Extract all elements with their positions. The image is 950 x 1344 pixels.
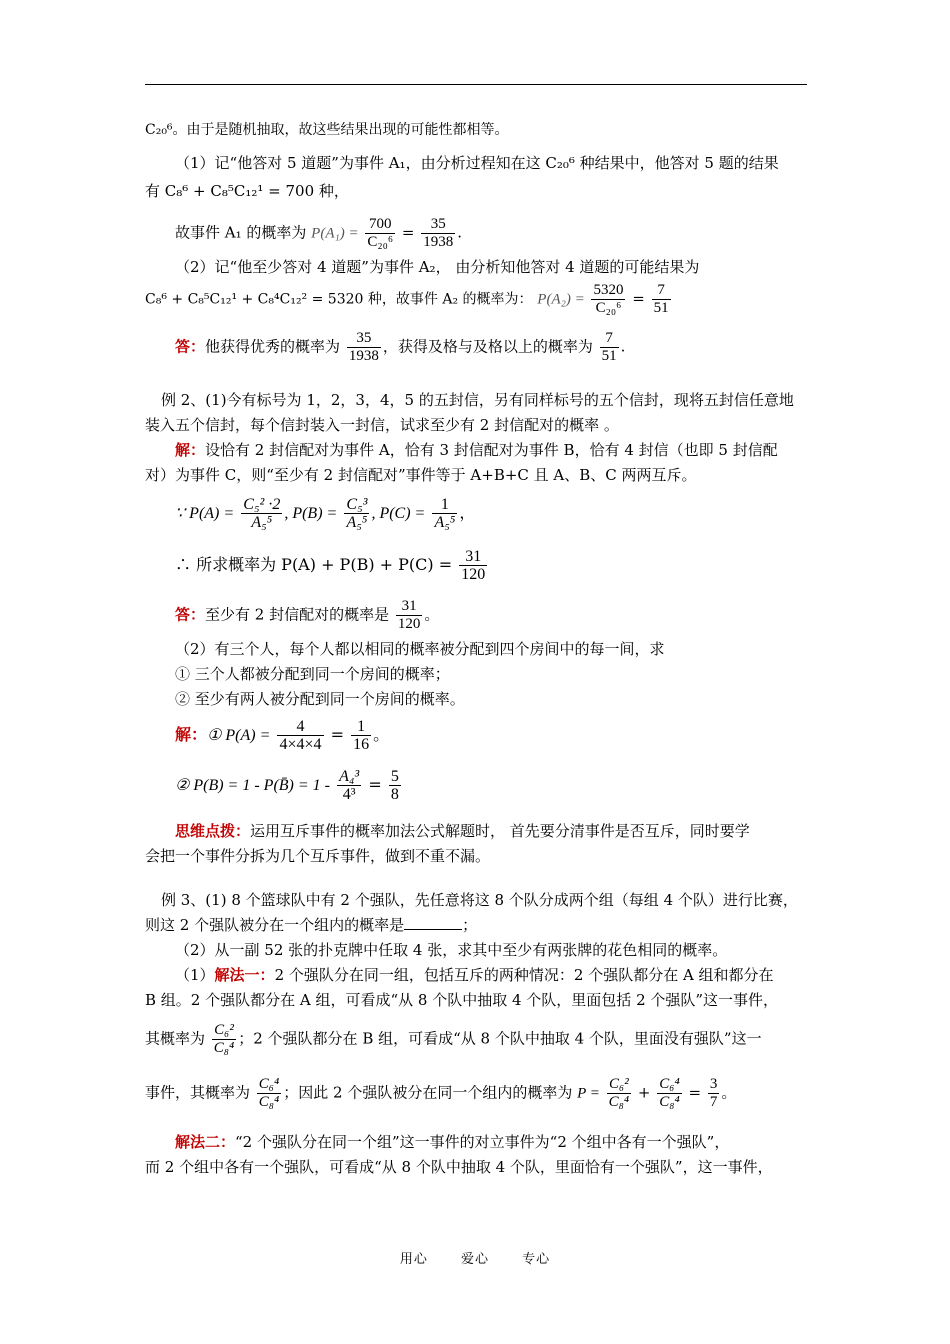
page-footer xyxy=(0,1248,950,1267)
fraction: $\frac{700}{\text{C₂₀⁶}}$ xyxy=(367,216,394,250)
formula-line: ∴ 所求概率为 P(A) + P(B) + P(C) = $\frac{31}{120}$ xyxy=(175,548,486,583)
text-line: （1）记“他答对 5 道题”为事件 A₁，由分析过程知在这 C₂₀⁶ 种结果中，他答对 5 题的结果 xyxy=(175,154,779,172)
text-line: 解法二：“2 个强队分在同一个组”这一事件的对立事件为“2 个组中各有一个强队”， xyxy=(175,1133,730,1151)
text-line: （2）有三个人，每个人都以相同的概率被分配到四个房间中的每一间，求 xyxy=(175,640,665,658)
fraction: $\frac{1}{16}$ xyxy=(353,718,370,753)
fraction: $\frac{\text{C₆⁴}}{\text{C₈⁴}}$ xyxy=(659,1076,680,1110)
text-line: 例 3、(1) 8 个篮球队中有 2 个强队，先任意将这 8 个队分成两个组（每组 4 个队）进行比赛， xyxy=(161,891,798,909)
fraction: $\frac{\text{C₆⁴}}{\text{C₈⁴}}$ xyxy=(258,1076,280,1110)
fraction: $\frac{31}{120}$ xyxy=(397,598,421,632)
fraction: $\frac{35}{1938}$ xyxy=(348,330,379,364)
text-line: 思维点拨：运用互斥事件的概率加法公式解题时， 首先要分清事件是否互斥，同时要学 xyxy=(175,822,750,840)
fraction: $\frac{\text{C₆²}}{\text{C₈⁴}}$ xyxy=(608,1076,630,1110)
text-line: 对）为事件 C，则“至少有 2 封信配对”事件等于 A+B+C 且 A、B、C 两两互斥。 xyxy=(145,466,697,484)
text-line: 例 2、(1)今有标号为 1，2，3，4，5 的五封信，另有同样标号的五个信封，现将五封信任意地 xyxy=(161,391,794,409)
formula-line: C₈⁶ + C₈⁵C₁₂¹ + C₈⁴C₁₂² = 5320 种，故事件 A₂ 的概率为： P(A₂) = $\frac{5320}{\text{C₂₀⁶}}$ = $\frac{7}{51}$ xyxy=(145,282,669,316)
fraction: $\frac{4}{4\times 4\times 4}$ xyxy=(279,718,322,753)
fraction: $\frac{7}{51}$ xyxy=(653,282,669,316)
text-line: 装入五个信封，每个信封装入一封信，试求至少有 2 封信配对的概率 。 xyxy=(145,416,619,434)
answer-line: 答：他获得优秀的概率为 $\frac{35}{1938}$ ，获得及格与及格以上的概率为 $\frac{7}{51}$ . xyxy=(175,330,626,364)
text-line: 解：设恰有 2 封信配对为事件 A，恰有 3 封信配对为事件 B，恰有 4 封信（也即 5 封信配 xyxy=(175,441,778,459)
fraction: $\frac{5320}{\text{C₂₀⁶}}$ xyxy=(593,282,624,316)
text-line: （1）解法一：2 个强队分在同一组，包括互斥的两种情况：2 个强队都分在 A 组和都分在 xyxy=(175,966,774,984)
formula-line: 解：① P(A) = $\frac{4}{4\times 4\times 4}$ = $\frac{1}{16}$ 。 xyxy=(175,718,390,753)
formula-line: ② P(B) = 1 - P(B̄) = 1 - $\frac{\text{A₄³}}{\text{4³}}$ = $\frac{5}{8}$ xyxy=(175,768,399,803)
text-line: 则这 2 个强队被分在一个组内的概率是 ； xyxy=(145,916,478,934)
formula-line: 事件，其概率为 $\frac{\text{C₆⁴}}{\text{C₈⁴}}$ ；因此 2 个强队被分在同一个组内的概率为 P = $\frac{\text{C₆²}}{\text{C₈⁴}}$ + $\frac{\text{C₆⁴}}{\text{C₈⁴}}$ = $\frac{3}{7}$ 。 xyxy=(145,1076,737,1110)
text-line: 会把一个事件分拆为几个互斥事件，做到不重不漏。 xyxy=(145,847,491,865)
fraction: $\frac{\text{C₆²}}{\text{C₈⁴}}$ xyxy=(213,1022,235,1056)
answer-blank xyxy=(404,915,462,930)
fraction: $\frac{5}{8}$ xyxy=(390,768,399,803)
text-line: ① 三个人都被分配到同一个房间的概率； xyxy=(175,665,450,683)
fraction: $\frac{3}{7}$ xyxy=(709,1076,718,1110)
text-line: 有 C₈⁶ + C₈⁵C₁₂¹ = 700 种， xyxy=(145,182,349,200)
text-line: （2）从一副 52 张的扑克牌中任取 4 张，求其中至少有两张牌的花色相同的概率。 xyxy=(175,941,728,959)
text-line: C₂₀⁶。由于是随机抽取，故这些结果出现的可能性都相等。 xyxy=(145,122,509,138)
fraction: $\frac{\text{A₄³}}{\text{4³}}$ xyxy=(339,768,360,803)
formula-line: 故事件 A₁ 的概率为 P(A₁) = $\frac{700}{\text{C₂₀⁶}}$ = $\frac{35}{1938}$ . xyxy=(175,216,462,250)
footer-text: 爱心 xyxy=(460,1252,489,1267)
formula-line: 其概率为 $\frac{\text{C₆²}}{\text{C₈⁴}}$ ；2 个强队都分在 B 组，可看成“从 8 个队中抽取 4 个队，里面没有强队”这一 xyxy=(145,1022,762,1056)
fraction: $\frac{35}{1938}$ xyxy=(423,216,454,250)
fraction: $\frac{\text{C₅³}}{\text{A₅⁵}}$ xyxy=(346,496,368,531)
footer-text: 专心 xyxy=(522,1252,551,1267)
formula-line: ∵ P(A) = $\frac{\text{C₅² ·2}}{\text{A₅⁵}}$ , P(B) = $\frac{\text{C₅³}}{\text{A₅⁵}}$ , P(C) = $\frac{1}{\text{A₅⁵}}$ ， xyxy=(175,496,476,531)
text-line: ② 至少有两人被分配到同一个房间的概率。 xyxy=(175,690,465,708)
footer-text: 用心 xyxy=(399,1252,428,1267)
fraction: $\frac{31}{120}$ xyxy=(461,548,486,583)
header-rule xyxy=(145,84,807,85)
answer-line: 答：至少有 2 封信配对的概率是 $\frac{31}{120}$ 。 xyxy=(175,598,440,632)
fraction: $\frac{1}{\text{A₅⁵}}$ xyxy=(434,496,456,531)
text-line: （2）记“他至少答对 4 道题”为事件 A₂， 由分析知他答对 4 道题的可能结果为 xyxy=(175,258,700,276)
text-line: 而 2 个组中各有一个强队，可看成“从 8 个队中抽取 4 个队，里面恰有一个强队”，这一事件， xyxy=(145,1158,773,1176)
text-line: B 组。2 个强队都分在 A 组，可看成“从 8 个队中抽取 4 个队，里面包括 2 个强队”这一事件， xyxy=(145,991,779,1009)
fraction: $\frac{\text{C₅² ·2}}{\text{A₅⁵}}$ xyxy=(243,496,281,531)
fraction: $\frac{7}{51}$ xyxy=(601,330,617,364)
